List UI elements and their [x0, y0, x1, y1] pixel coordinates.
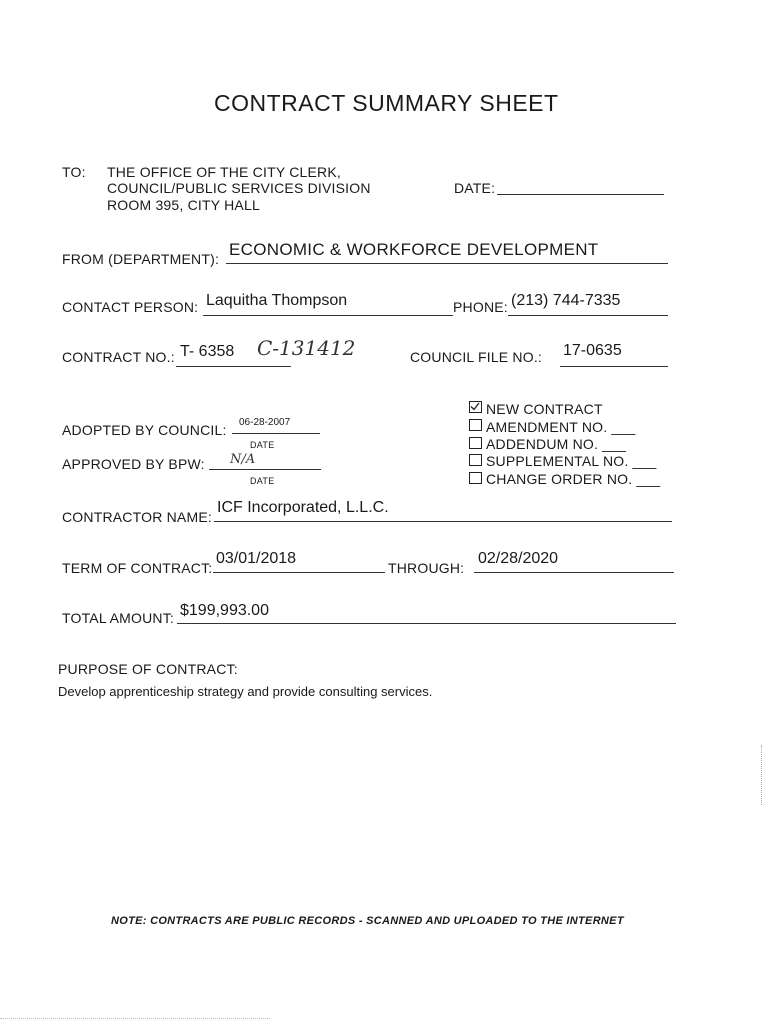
amendment-label: AMENDMENT NO. ___ — [486, 419, 636, 435]
adopted-underline — [232, 433, 320, 434]
date-underline — [497, 194, 664, 195]
contractor-value[interactable]: ICF Incorporated, L.L.C. — [217, 499, 389, 516]
to-line-2: COUNCIL/PUBLIC SERVICES DIVISION — [107, 180, 371, 196]
approved-underline — [209, 469, 321, 470]
total-amount-value[interactable]: $199,993.00 — [180, 602, 269, 619]
change-order-label: CHANGE ORDER NO. ___ — [486, 471, 661, 487]
term-end-value[interactable]: 02/28/2020 — [478, 550, 559, 567]
contract-no-value[interactable]: T- 6358 — [180, 343, 235, 360]
phone-value[interactable]: (213) 744-7335 — [511, 292, 621, 309]
change-order-checkbox[interactable] — [469, 472, 482, 484]
department-underline — [226, 263, 668, 264]
phone-underline — [508, 315, 668, 316]
amendment-checkbox[interactable] — [469, 419, 482, 431]
contact-person-underline — [203, 315, 453, 316]
adopted-date-caption: DATE — [250, 440, 275, 450]
addendum-checkbox[interactable] — [469, 437, 482, 449]
total-amount-label: TOTAL AMOUNT: — [62, 610, 175, 626]
adopted-date-value[interactable]: 06-28-2007 — [239, 417, 291, 428]
purpose-value[interactable]: Develop apprenticeship strategy and provide consulting services. — [58, 684, 433, 699]
through-label: THROUGH: — [388, 560, 465, 576]
term-start-value[interactable]: 03/01/2018 — [216, 550, 297, 567]
contract-no-underline — [176, 366, 291, 367]
contractor-underline — [214, 521, 672, 522]
term-end-underline — [474, 572, 674, 573]
addendum-label: ADDENDUM NO. ___ — [486, 436, 627, 452]
purpose-label: PURPOSE OF CONTRACT: — [58, 661, 238, 677]
term-label: TERM OF CONTRACT: — [62, 560, 213, 576]
date-label: DATE: — [454, 180, 496, 196]
from-label: FROM (DEPARTMENT): — [62, 251, 220, 267]
term-start-underline — [213, 572, 385, 573]
adopted-label: ADOPTED BY COUNCIL: — [62, 422, 227, 438]
to-line-1: THE OFFICE OF THE CITY CLERK, — [107, 164, 341, 180]
council-file-value[interactable]: 17-0635 — [563, 342, 622, 359]
page-title: CONTRACT SUMMARY SHEET — [214, 90, 559, 116]
to-label: TO: — [62, 164, 86, 180]
council-file-label: COUNCIL FILE NO.: — [410, 349, 543, 365]
new-contract-label: NEW CONTRACT — [486, 401, 603, 417]
contact-person-value[interactable]: Laquitha Thompson — [206, 292, 348, 309]
supplemental-checkbox[interactable] — [469, 454, 482, 466]
contact-person-label: CONTACT PERSON: — [62, 299, 199, 315]
scan-artifact-right — [761, 745, 763, 805]
approved-date-caption: DATE — [250, 476, 275, 486]
phone-label: PHONE: — [453, 299, 508, 315]
handwritten-contract-number: C-131412 — [257, 336, 356, 360]
department-value[interactable]: ECONOMIC & WORKFORCE DEVELOPMENT — [229, 240, 599, 259]
public-records-note: NOTE: CONTRACTS ARE PUBLIC RECORDS - SCANNED AND UPLOADED TO THE INTERNET — [111, 915, 624, 927]
approved-value[interactable]: N/A — [230, 452, 256, 467]
supplemental-label: SUPPLEMENTAL NO. ___ — [486, 453, 657, 469]
council-file-underline — [560, 366, 668, 367]
approved-label: APPROVED BY BPW: — [62, 456, 205, 472]
scan-artifact-bottom — [0, 1018, 270, 1019]
contract-no-label: CONTRACT NO.: — [62, 349, 175, 365]
total-amount-underline — [177, 623, 676, 624]
new-contract-checkbox[interactable] — [469, 401, 482, 413]
contractor-label: CONTRACTOR NAME: — [62, 509, 212, 525]
checkmark-icon — [470, 402, 480, 411]
to-line-3: ROOM 395, CITY HALL — [107, 197, 260, 213]
